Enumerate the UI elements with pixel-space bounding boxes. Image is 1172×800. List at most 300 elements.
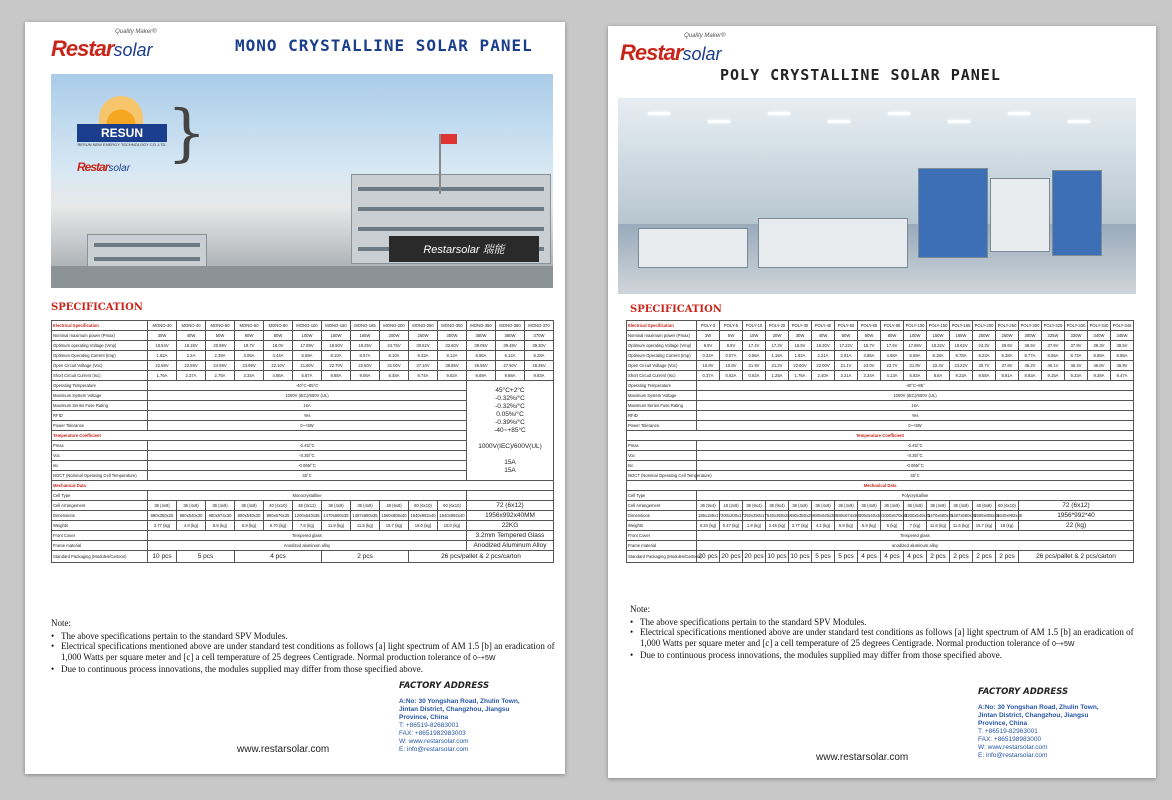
table-cell: 5 pcs: [812, 551, 835, 563]
table-cell: 40W: [812, 331, 835, 341]
table-cell: 4 pcs: [881, 551, 904, 563]
table-cell: 4 pcs: [858, 551, 881, 563]
table-cell: 300W: [438, 331, 467, 341]
table-cell: 45°C: [697, 471, 1134, 481]
row-label: Open Circuit Voltage (Voc): [627, 361, 697, 371]
table-cell: 1640x992x40: [409, 511, 438, 521]
table-cell: 7.8 (kg): [293, 521, 322, 531]
model-header: POLY-5: [720, 321, 743, 331]
factory-address-heading: FACTORY ADDRESS: [978, 687, 1069, 697]
table-cell: 18.32V: [927, 341, 950, 351]
table-row: [627, 351, 1134, 361]
table-cell: 36 (4x9): [351, 501, 380, 511]
table-row: [52, 501, 554, 511]
table-cell: 36 (4x9): [789, 501, 812, 511]
table-cell: 19.7V: [235, 341, 264, 351]
table-cell: 48.36V: [525, 361, 554, 371]
table-row: [627, 361, 1134, 371]
table-cell: 4.13A: [881, 371, 904, 381]
row-label: Cell Arrangement: [52, 501, 148, 511]
table-cell: 5 pcs: [177, 551, 235, 563]
section-electrical: Electrical Specification: [52, 321, 148, 331]
table-cell: 48 (6x8): [973, 501, 996, 511]
table-cell: 40 (4x10): [264, 501, 293, 511]
table-cell: 22KG: [467, 521, 554, 531]
table-cell: 45°C: [148, 471, 467, 481]
row-label: RFID: [627, 411, 697, 421]
model-header: POLY-100: [904, 321, 927, 331]
table-cell: 2 pcs: [973, 551, 996, 563]
row-label: Dimensions: [627, 511, 697, 521]
table-cell: 36 (9x4): [766, 501, 789, 511]
website-footer[interactable]: www.restarsolar.com: [237, 744, 330, 755]
table-cell: 1956x992x40MM: [467, 511, 554, 521]
table-row: [627, 421, 1134, 431]
model-header: MONO-30: [148, 321, 177, 331]
row-label: Pmax: [52, 441, 148, 451]
page-title: MONO CRYSTALLINE SOLAR PANEL: [235, 36, 533, 55]
table-cell: 1.16A: [766, 351, 789, 361]
table-cell: 1.9 (kg): [743, 521, 766, 531]
table-row: [52, 321, 554, 331]
table-cell: 0~+5W: [148, 421, 467, 431]
table-cell: 8.38A: [996, 351, 1019, 361]
table-row: [627, 471, 1134, 481]
table-cell: 46.1V: [1042, 361, 1065, 371]
table-cell: 2.91A: [835, 351, 858, 361]
row-label: Optimum Operating Current (Imp): [627, 351, 697, 361]
row-label: Voc: [627, 451, 697, 461]
table-cell: 2.39A: [206, 351, 235, 361]
table-cell: 2.2A: [177, 351, 206, 361]
table-cell: 36 (4x9): [322, 501, 351, 511]
model-header: POLY-80: [881, 321, 904, 331]
row-label: Power Tolerance: [52, 421, 148, 431]
table-cell: 36 (4x9): [206, 501, 235, 511]
table-cell: 0.47 (kg): [720, 521, 743, 531]
factory-address: [978, 688, 1148, 760]
table-cell: 185x185x17: [697, 511, 720, 521]
table-cell: 8.8V: [720, 341, 743, 351]
web-link[interactable]: W: www.restarsolar.com: [399, 738, 469, 745]
table-cell: 36 (4x9): [812, 501, 835, 511]
table-cell: 18.18V: [177, 341, 206, 351]
table-cell: 15A: [697, 401, 1134, 411]
table-cell: 9.12A: [496, 351, 525, 361]
table-cell: 2.37A: [177, 371, 206, 381]
table-cell: 3.21A: [835, 371, 858, 381]
address-line: Province, China: [399, 714, 449, 721]
table-cell: 60W: [858, 331, 881, 341]
page-title: POLY CRYSTALLINE SOLAR PANEL: [720, 66, 1001, 84]
table-cell: 8.55A: [1042, 351, 1065, 361]
side-value: 15A: [504, 458, 516, 466]
table-cell: 0.34A: [697, 351, 720, 361]
section-electrical: Electrical Specification: [627, 321, 697, 331]
table-cell: Anodized Aluminum Alloy: [467, 541, 554, 551]
table-cell: 3W: [697, 331, 720, 341]
table-cell: 1.62A: [148, 351, 177, 361]
table-cell: 36 (4x9): [904, 501, 927, 511]
table-row: [627, 391, 1134, 401]
table-cell: 1200x540x35: [904, 511, 927, 521]
table-cell: 39.85V: [438, 361, 467, 371]
table-cell: 37.10V: [409, 361, 438, 371]
table-cell: Yes: [697, 411, 1134, 421]
table-cell: 2.40A: [812, 371, 835, 381]
row-label: NOCT (Nominal Operating Cell Temperature): [52, 471, 148, 481]
mono-spec-table: [51, 320, 554, 563]
fax: FAX: +865198983000: [978, 736, 1042, 743]
table-cell: Anodized aluminum alloy: [148, 541, 467, 551]
table-row: [52, 521, 554, 531]
side-value: 0.05%/°C: [496, 410, 524, 418]
model-header: POLY-345: [1111, 321, 1134, 331]
model-header: POLY-30: [789, 321, 812, 331]
table-row: [52, 551, 554, 563]
table-row: [627, 521, 1134, 531]
table-cell: 8.58A: [973, 371, 996, 381]
table-cell: 680x674x30: [206, 511, 235, 521]
side-value: -40~+85°C: [494, 426, 526, 434]
row-label: Short Circuit Current (Isc): [52, 371, 148, 381]
table-cell: 8.18A: [927, 351, 950, 361]
model-header: MONO-60: [235, 321, 264, 331]
table-cell: 6.70 (kg): [264, 521, 293, 531]
table-cell: 36.5V: [1019, 341, 1042, 351]
model-header: POLY-200: [973, 321, 996, 331]
side-value: 15A: [504, 466, 516, 474]
table-cell: 9.47A: [1111, 371, 1134, 381]
table-cell: 36 (3x12): [293, 501, 322, 511]
table-cell: 39.05V: [467, 341, 496, 351]
table-cell: 37.8V: [1065, 341, 1088, 351]
table-cell: -0.35/°C: [148, 451, 467, 461]
table-cell: 5.87A: [293, 371, 322, 381]
table-cell: 39.30V: [525, 341, 554, 351]
table-cell: 370W: [525, 331, 554, 341]
table-cell: -0.45/°C: [697, 441, 1134, 451]
logo-solar: solar: [113, 40, 153, 60]
table-cell: 18 (kg): [996, 521, 1019, 531]
table-cell: Yes: [148, 411, 467, 421]
table-cell: 2.21A: [812, 351, 835, 361]
table-cell: 47.50V: [496, 361, 525, 371]
table-cell: 1.82A: [789, 351, 812, 361]
table-cell: -0.065/°C: [148, 461, 467, 471]
table-cell: 60W: [235, 331, 264, 341]
model-header: MONO-165: [351, 321, 380, 331]
side-value: 1000V(IEC)/600V(UL): [478, 442, 542, 450]
table-cell: 3.2mm Tempered Glass: [467, 531, 554, 541]
row-label: Standard Packaging (Modules/Cartoon): [52, 551, 148, 563]
table-cell: 800x676x35: [264, 511, 293, 521]
table-cell: 3.34A: [235, 371, 264, 381]
table-cell: -40°C~85°: [697, 381, 1134, 391]
table-row: [627, 441, 1134, 451]
table-row: [627, 511, 1134, 521]
table-row: [627, 331, 1134, 341]
table-row: [52, 361, 554, 371]
table-cell: 38.3V: [1088, 341, 1111, 351]
table-cell: 22.60V: [789, 361, 812, 371]
table-cell: 15.7V: [858, 341, 881, 351]
table-cell: 0.37A: [697, 371, 720, 381]
logo-mark: Restar: [51, 36, 114, 61]
photo-restar-logo: Restar solar: [77, 160, 131, 174]
table-cell: 0.62A: [720, 371, 743, 381]
table-row: [627, 551, 1134, 563]
table-cell: 21.9V: [904, 361, 927, 371]
table-cell: 3.77 (kg): [148, 521, 177, 531]
email-link[interactable]: E: info@restarsolar.com: [978, 752, 1048, 759]
table-cell: 1.76A: [789, 371, 812, 381]
table-cell: 360W: [496, 331, 525, 341]
row-label: Maximum System Voltage: [627, 391, 697, 401]
table-cell: 8.74A: [409, 371, 438, 381]
model-header: MONO-200: [380, 321, 409, 331]
table-cell: 800x540x30: [858, 511, 881, 521]
table-cell: 680x674x30: [835, 511, 858, 521]
table-row: [52, 481, 554, 491]
table-cell: 1956*992*40: [1019, 511, 1134, 521]
fax: FAX: +8651982983003: [399, 730, 466, 737]
table-row: [627, 321, 1134, 331]
model-header: POLY-325: [1042, 321, 1065, 331]
logo-tagline: Quality Maker®: [684, 33, 726, 39]
table-cell: 10.8V: [720, 361, 743, 371]
table-cell: 4.68A: [881, 351, 904, 361]
table-cell: 40W: [177, 331, 206, 341]
table-cell: 150W: [927, 331, 950, 341]
specification-heading: SPECIFICATION: [51, 302, 143, 313]
table-cell: 5.9 (kg): [858, 521, 881, 531]
table-cell: 22.3V: [927, 361, 950, 371]
table-cell: 18 (2x9): [720, 501, 743, 511]
table-cell: 8.81A: [996, 371, 1019, 381]
table-cell: 19.25V: [351, 341, 380, 351]
table-cell: 8.68A: [322, 371, 351, 381]
model-header: MONO-80: [264, 321, 293, 331]
table-cell: 21.1V: [835, 361, 858, 371]
table-cell: 9.23A: [950, 371, 973, 381]
model-header: POLY-20: [766, 321, 789, 331]
temperature-summary: [467, 381, 554, 481]
table-cell: 150W: [322, 331, 351, 341]
resun-subtitle: RESUN NEW ENERGY TECHNOLOGY CO.,LTD.: [77, 142, 167, 147]
website-footer[interactable]: www.restarsolar.com: [816, 752, 909, 763]
table-cell: 60 (6x10): [438, 501, 467, 511]
specification-heading: SPECIFICATION: [630, 304, 722, 315]
table-cell: 17.89V: [293, 341, 322, 351]
section-mechanical: Mechanical Data: [627, 481, 1134, 491]
table-row: [52, 351, 554, 361]
restar-solar-logo: Restar solar Quality Maker®: [620, 33, 726, 65]
table-cell: 0.34 (kg): [697, 521, 720, 531]
office-building: [87, 234, 207, 270]
workbench: [638, 228, 748, 268]
address-line: Province, China: [978, 720, 1028, 727]
table-cell: 18.0V: [264, 341, 293, 351]
table-row: [627, 501, 1134, 511]
table-cell: 46.9V: [1111, 361, 1134, 371]
table-cell: 72 (6x12): [467, 501, 554, 511]
model-header: POLY-50: [835, 321, 858, 331]
model-header: MONO-100: [293, 321, 322, 331]
table-cell: 200x200x17: [720, 511, 743, 521]
row-label: Frame material: [627, 541, 697, 551]
table-cell: 38.5V: [1111, 341, 1134, 351]
row-label: Open Circuit Voltage (Voc): [52, 361, 148, 371]
table-cell: 30.7V: [973, 361, 996, 371]
table-row: [627, 461, 1134, 471]
table-cell: 11.8 (kg): [927, 521, 950, 531]
flag-pole: [439, 134, 441, 194]
table-cell: 4.8 (kg): [177, 521, 206, 531]
email-link[interactable]: E: info@restarsolar.com: [399, 746, 469, 753]
restar-solar-logo: [51, 29, 157, 62]
side-value: -0.32%/°C: [495, 402, 525, 410]
table-row: [627, 531, 1134, 541]
table-cell: 9.62A: [438, 371, 467, 381]
table-row: [52, 331, 554, 341]
table-cell: 4.2 (kg): [812, 521, 835, 531]
table-cell: 3.34A: [858, 371, 881, 381]
table-row: [627, 541, 1134, 551]
table-cell: 1580x808x40: [380, 511, 409, 521]
table-cell: 8.73A: [1065, 351, 1088, 361]
model-header: POLY-60: [858, 321, 881, 331]
table-cell: 680x540x30: [812, 511, 835, 521]
table-cell: [467, 491, 554, 501]
row-label: Maximum Series Fuse Rating: [52, 401, 148, 411]
table-row: [627, 381, 1134, 391]
table-cell: 11.5 (kg): [351, 521, 380, 531]
table-cell: 18.50V: [322, 341, 351, 351]
machine: [1052, 170, 1102, 256]
table-cell: 8.48A: [380, 371, 409, 381]
table-row: [627, 491, 1134, 501]
table-cell: 9.93A: [525, 371, 554, 381]
notes: [51, 618, 561, 675]
note-heading: Note:: [51, 618, 71, 628]
table-cell: 1487x680x35: [950, 511, 973, 521]
side-value: -0.39%/°C: [495, 418, 525, 426]
table-cell: 20 pcs: [697, 551, 720, 563]
row-label: Power Tolerance: [627, 421, 697, 431]
model-header: POLY-340: [1088, 321, 1111, 331]
table-cell: 36 (9x4): [697, 501, 720, 511]
table-row: [627, 371, 1134, 381]
table-cell: 46.8V: [1088, 361, 1111, 371]
ground: [51, 266, 553, 288]
table-cell: 22.00V: [812, 361, 835, 371]
table-cell: 4.86A: [264, 371, 293, 381]
model-header: POLY-40: [812, 321, 835, 331]
table-cell: -0.35/°C: [697, 451, 1134, 461]
address-line: Jintan District, Changzhou, Jiangsu: [978, 712, 1089, 719]
table-cell: 60 (6x10): [409, 501, 438, 511]
note-item: • The above specifications pertain to the standard SPV Modules.: [51, 631, 561, 642]
gate-sign: Restarsolar 瑞能: [389, 236, 539, 262]
table-cell: 8.77A: [1019, 351, 1042, 361]
model-header: POLY-3: [697, 321, 720, 331]
table-cell: 330W: [1065, 331, 1088, 341]
table-cell: 22.50V: [351, 361, 380, 371]
poly-spec-table: [626, 320, 1134, 563]
table-cell: 800x540x30: [235, 511, 264, 521]
section-temperature: Temperature Coefficient: [627, 431, 1134, 441]
table-cell: 10 pcs: [766, 551, 789, 563]
row-label: Maximum System Voltage: [52, 391, 148, 401]
table-cell: 5.59A: [904, 351, 927, 361]
section-mechanical: Mechanical Data: [52, 481, 554, 491]
table-cell: 9.38A: [1088, 371, 1111, 381]
address-line: A:No: 30 Yongshan Road, Zhulin Town,: [978, 704, 1099, 711]
table-cell: 11.5 (kg): [950, 521, 973, 531]
table-cell: 9.15A: [1042, 371, 1065, 381]
table-cell: 10 pcs: [148, 551, 177, 563]
table-cell: 30W: [148, 331, 177, 341]
table-cell: 1487x680x35: [351, 511, 380, 521]
table-cell: 20W: [766, 331, 789, 341]
table-row: [52, 511, 554, 521]
table-cell: 680x350x25: [148, 511, 177, 521]
table-cell: 0.57A: [720, 351, 743, 361]
table-cell: 1580x808x40: [973, 511, 996, 521]
note-item: • Due to continuous process innovations, the modules supplied may differ from those specified above.: [51, 664, 561, 675]
table-cell: 5.83A: [904, 371, 927, 381]
table-cell: 8.88A: [1088, 351, 1111, 361]
table-cell: 23.7V: [881, 361, 904, 371]
table-cell: 11.8 (kg): [322, 521, 351, 531]
table-cell: -0.065/°C: [697, 461, 1134, 471]
table-row: [627, 401, 1134, 411]
table-cell: 1640x992x40: [996, 511, 1019, 521]
section-temperature: Temperature Coefficient: [52, 431, 467, 441]
web-link[interactable]: W: www.restarsolar.com: [978, 744, 1048, 751]
table-cell: 2.45 (kg): [766, 521, 789, 531]
table-cell: 16.30V: [812, 341, 835, 351]
table-cell: 680x540x30: [177, 511, 206, 521]
table-cell: 8.96A: [1111, 351, 1134, 361]
table-cell: 9.12A: [438, 351, 467, 361]
note-item: • Electrical specifications mentioned above are under standard test conditions as follows [a] light spectrum of AM 1.5 [b] an eradication of 1,000 Watts per square meter and [c] a cell temperature of 25 degrees Centigrade. Normal production tolerance of 0~+5W: [51, 641, 561, 664]
row-label: Front Cover: [52, 531, 148, 541]
table-cell: 5.8 (kg): [206, 521, 235, 531]
model-header: MONO-350: [467, 321, 496, 331]
table-cell: anodized aluminum alloy: [697, 541, 1134, 551]
table-cell: 17.86V: [904, 341, 927, 351]
production-line-photo: [618, 98, 1136, 294]
model-header: POLY-330: [1065, 321, 1088, 331]
table-cell: 21.2V: [766, 361, 789, 371]
table-cell: Tempered glass: [148, 531, 467, 541]
table-cell: 20 pcs: [743, 551, 766, 563]
table-cell: 3.85A: [858, 351, 881, 361]
table-cell: 26 pcs/pallet & 2 pcs/carton: [1019, 551, 1134, 563]
table-cell: 100W: [293, 331, 322, 341]
table-row: [627, 431, 1134, 441]
machine: [918, 168, 988, 258]
row-label: NOCT (Nominal Operating Cell Temperature): [627, 471, 697, 481]
table-cell: 1200x540x35: [293, 511, 322, 521]
table-cell: 5W: [720, 331, 743, 341]
resun-logo: [69, 94, 207, 194]
table-cell: 3.05A: [235, 351, 264, 361]
poly-datasheet: [608, 26, 1156, 778]
table-cell: 8.33A: [409, 351, 438, 361]
